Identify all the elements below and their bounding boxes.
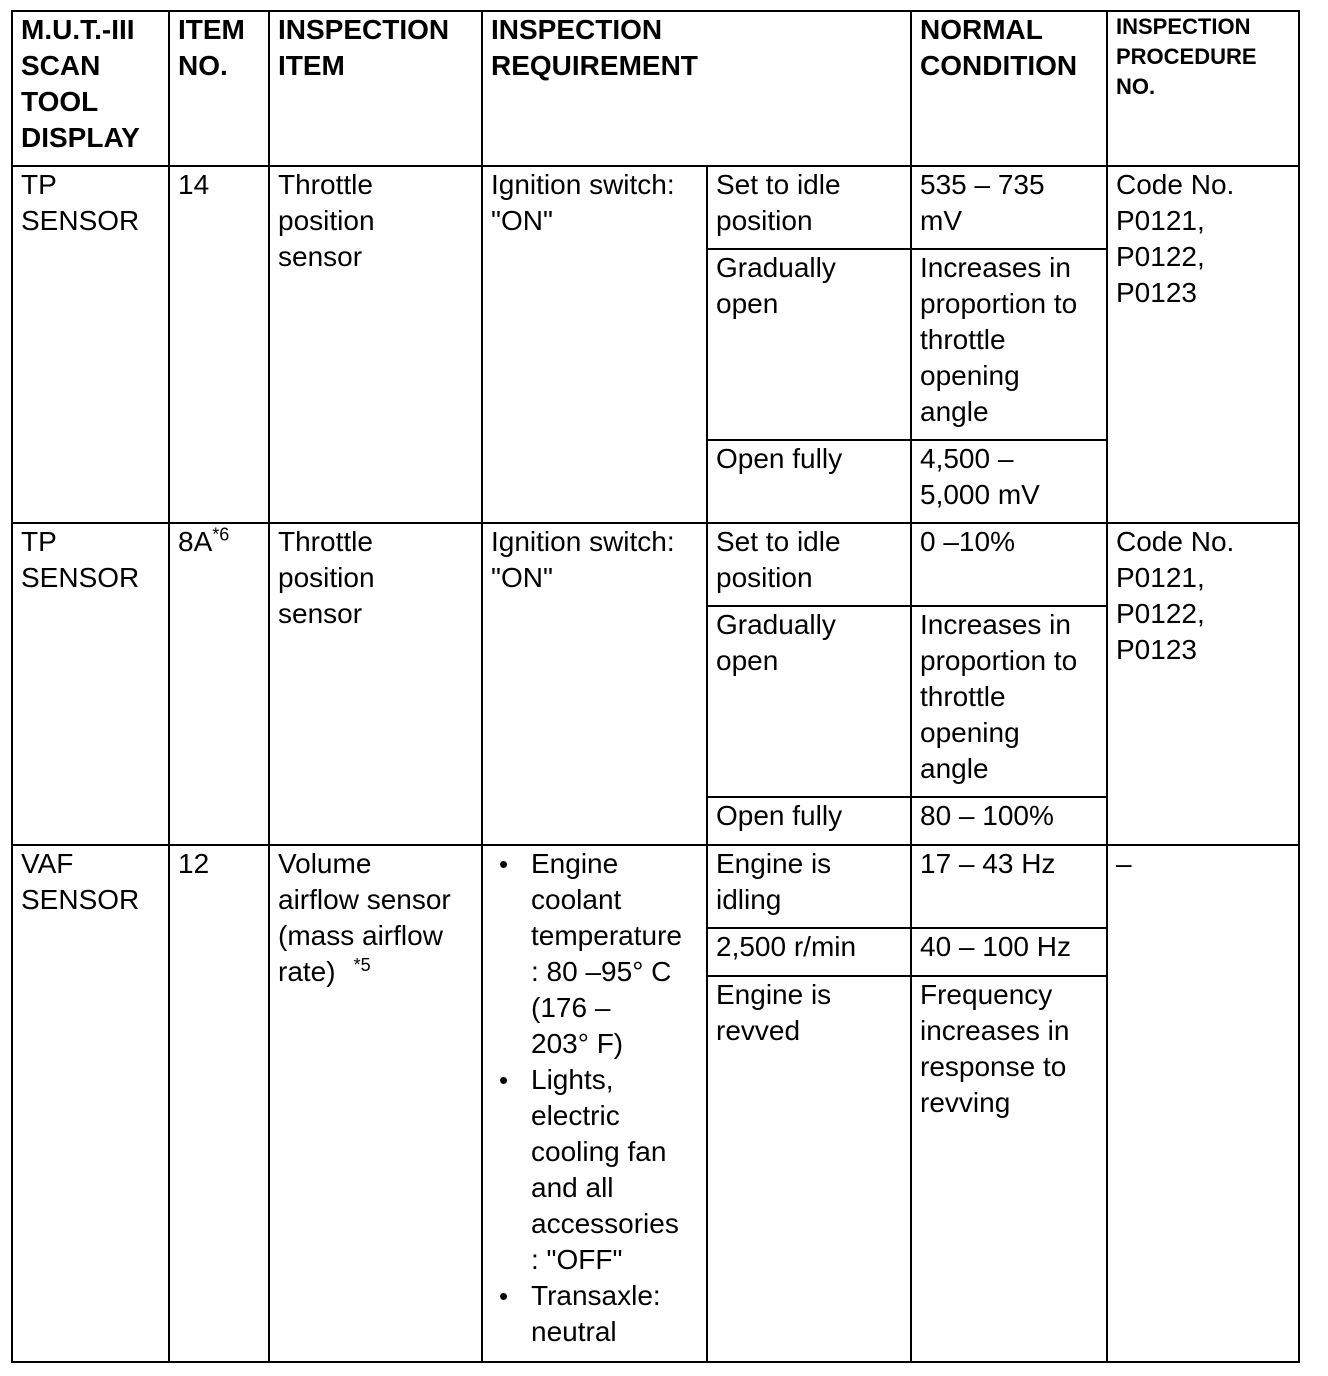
normal-value-cell: 535 – 735 mV — [911, 166, 1107, 249]
condition-state-cell: Set to idle position — [707, 166, 911, 249]
header-inspection-item: INSPECTION ITEM — [269, 11, 482, 166]
header-normal-condition: NORMAL CONDITION — [911, 11, 1107, 166]
normal-value-cell: Frequency increases in response to revving — [911, 976, 1107, 1362]
condition-state-cell: 2,500 r/min — [707, 928, 911, 976]
display-cell: TP SENSOR — [12, 523, 169, 845]
condition-state-cell: Open fully — [707, 797, 911, 845]
condition-state-cell: Gradually open — [707, 606, 911, 797]
header-inspection-requirement: INSPECTION REQUIREMENT — [482, 11, 911, 166]
normal-value-cell: Increases in proportion to throttle opening angle — [911, 249, 1107, 440]
condition-state-cell: Open fully — [707, 440, 911, 523]
procedure-cell: Code No. P0121, P0122, P0123 — [1107, 166, 1299, 523]
table-row — [12, 523, 1299, 606]
table-row — [12, 845, 1299, 928]
footnote-marker: *5 — [353, 954, 371, 975]
requirement-cell: Ignition switch: "ON" — [482, 523, 707, 845]
item-no-cell: 8A$^{*6}$ — [169, 523, 269, 845]
header-procedure-no: INSPECTION PROCEDURE NO. — [1107, 11, 1299, 166]
condition-state-cell: Set to idle position — [707, 523, 911, 606]
header-display: M.U.T.-III SCAN TOOL DISPLAY — [12, 11, 169, 166]
normal-value-cell: 0 –10% — [911, 523, 1107, 606]
item-no-cell: 14 — [169, 166, 269, 523]
normal-value-cell: 17 – 43 Hz — [911, 845, 1107, 928]
item-no-cell: 12 — [169, 845, 269, 1362]
condition-state-cell: Engine is revved — [707, 976, 911, 1362]
list-item: • Lights, electric cooling fan and all accessories : "OFF" — [531, 1062, 700, 1278]
header-item-no: ITEM NO. — [169, 11, 269, 166]
inspection-table — [11, 10, 1300, 1363]
procedure-cell: – — [1107, 845, 1299, 1362]
normal-value-cell: 40 – 100 Hz — [911, 928, 1107, 976]
inspection-item-cell: Throttle position sensor — [269, 523, 482, 845]
footnote-marker: *6 — [212, 524, 230, 545]
table-row — [12, 166, 1299, 249]
procedure-cell: Code No. P0121, P0122, P0123 — [1107, 523, 1299, 845]
display-cell: VAF SENSOR — [12, 845, 169, 1362]
inspection-item-cell: Volume airflow sensor (mass airflow rate) $^{*5}$ — [269, 845, 482, 1362]
requirement-list — [491, 846, 700, 1350]
list-item: • Engine coolant temperature : 80 –95° C (176 – 203° F) — [531, 846, 700, 1062]
requirement-cell: Ignition switch: "ON" — [482, 166, 707, 523]
condition-state-cell: Gradually open — [707, 249, 911, 440]
display-cell: TP SENSOR — [12, 166, 169, 523]
inspection-item-cell: Throttle position sensor — [269, 166, 482, 523]
list-item: • Transaxle: neutral — [531, 1278, 700, 1350]
normal-value-cell: Increases in proportion to throttle opening angle — [911, 606, 1107, 797]
normal-value-cell: 80 – 100% — [911, 797, 1107, 845]
requirement-cell — [482, 845, 707, 1362]
header-row — [12, 11, 1299, 166]
normal-value-cell: 4,500 – 5,000 mV — [911, 440, 1107, 523]
condition-state-cell: Engine is idling — [707, 845, 911, 928]
